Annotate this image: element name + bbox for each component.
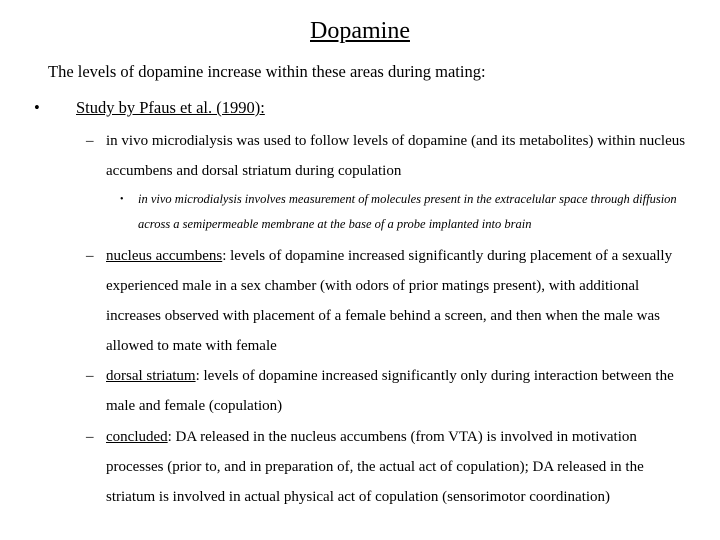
- subsubitem-microdialysis-definition: [120, 187, 710, 237]
- subitem-microdialysis: [86, 126, 696, 186]
- term-dorsal-striatum: dorsal striatum: [106, 368, 196, 384]
- subitem-dorsal-striatum: [86, 361, 696, 421]
- bullet-icon: •: [34, 98, 40, 117]
- dash-icon: –: [86, 133, 94, 149]
- subsubitem-text: in vivo microdialysis involves measurement of molecules present in the extracelular space through diffusion across a semipermeable membrane at the base of a probe implanted into brain: [138, 192, 677, 231]
- dash-icon: –: [86, 368, 94, 384]
- slide-title: Dopamine: [310, 18, 410, 44]
- dash-icon: –: [86, 429, 94, 445]
- intro-text: The levels of dopamine increase within these areas during mating:: [48, 62, 486, 81]
- term-concluded: concluded: [106, 429, 168, 445]
- subitem-text: : levels of dopamine increased significantly only during interaction between the male and female (copulation): [106, 368, 674, 414]
- subitem-text: : DA released in the nucleus accumbens (from VTA) is involved in motivation processes (prior to, and in preparation of, the actual act of copulation); DA released in the striatum is involved in actual physical act of copulation (sensorimotor coordination): [106, 429, 644, 505]
- term-nucleus-accumbens: nucleus accumbens: [106, 248, 223, 264]
- study-heading: Study by Pfaus et al. (1990):: [76, 98, 265, 117]
- dash-icon: –: [86, 248, 94, 264]
- subitem-text: : levels of dopamine increased significantly during placement of a sexually experienced male in a sex chamber (with odors of prior matings present), with additional increases observed with placement of a female behind a screen, and then when the male was allowed to mate with female: [106, 248, 673, 354]
- subitem-concluded: [86, 422, 696, 512]
- bullet-icon: •: [120, 194, 124, 205]
- subitem-nucleus-accumbens: [86, 241, 696, 361]
- subitem-text: in vivo microdialysis was used to follow levels of dopamine (and its metabolites) within nucleus accumbens and dorsal striatum during copulation: [106, 133, 686, 179]
